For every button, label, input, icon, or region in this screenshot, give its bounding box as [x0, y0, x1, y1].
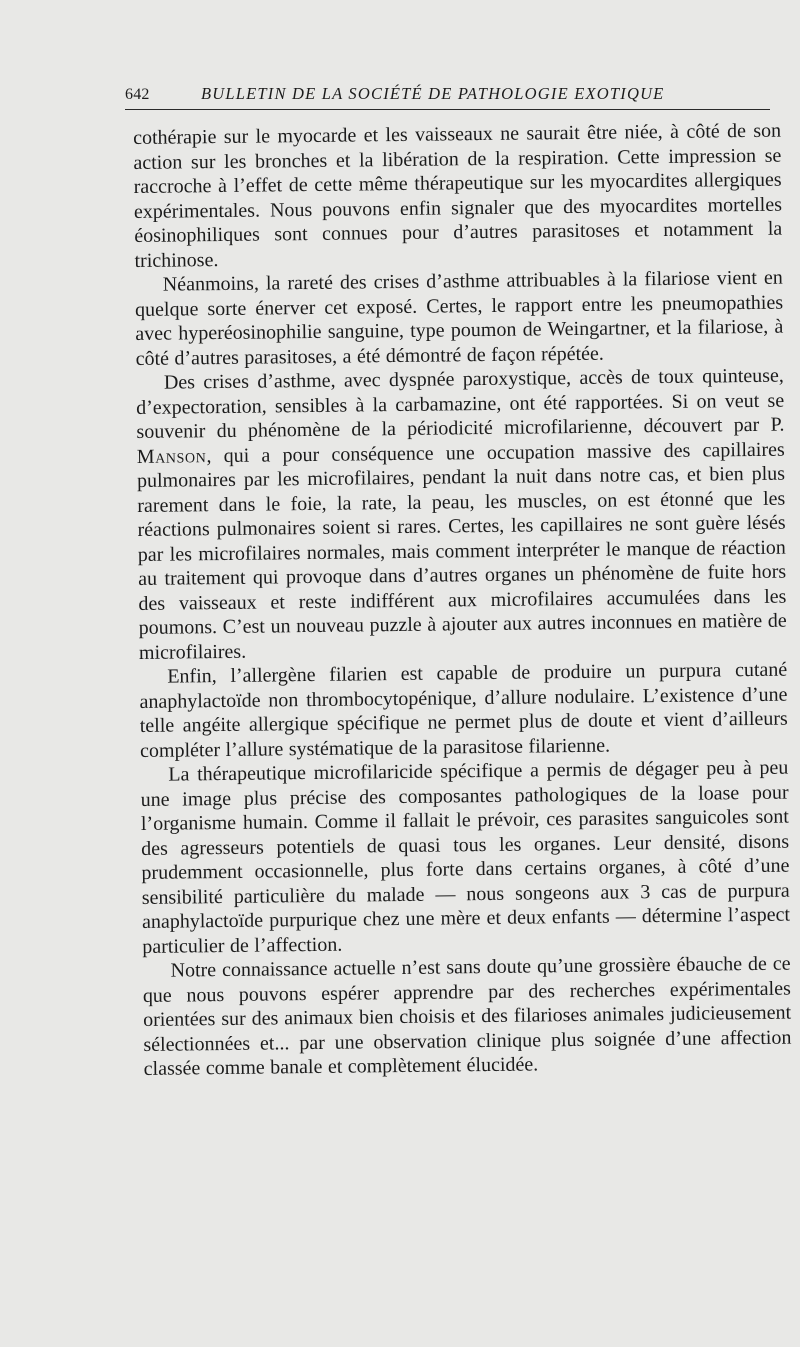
- page-number: 642: [125, 86, 150, 103]
- paragraph-5: La thérapeutique microfilaricide spécifique a permis de dégager peu à peu une image plus précise des composantes pathologiques de la loase pour l’organisme humain. Comme il fallait le prévoir, ces parasites sanguicoles sont des agresseurs potentiels de quasi tous les organes. Leur densité, disons prudemment occasionnelle, plus forte dans certains organes, à côté d’une sensibilité particulière du malade — nous songeons aux 3 cas de purpura anaphylactoïde purpurique chez une mère et deux enfants — détermine l’aspect particulier de l’affection.: [140, 756, 791, 958]
- paragraph-3: [136, 364, 787, 665]
- header-rule: [125, 109, 770, 110]
- paragraph-6: Notre connaissance actuelle n’est sans doute qu’une grossière ébauche de ce que nous pouvons espérer apprendre par des recherches expérimentales orientées sur des animaux bien choisis et des filarioses animales judicieusement sélectionnées et... par une observation clinique plus soignée d’une affection classée comme banale et complètement élucidée.: [142, 952, 792, 1080]
- paragraph-4: Enfin, l’allergène filarien est capable de produire un purpura cutané anaphylactoïde non thrombocytopénique, d’allure nodulaire. L’existence d’une telle angéite allergique spécifique ne permet plus de doute et vient d’ailleurs compléter l’allure systématique de la parasitose filarienne.: [139, 658, 788, 762]
- paragraph-3-text-b: , qui a pour conséquence une occupation massive des capillaires pulmonaires par les microfilaires, pendant la nuit dans notre cas, et bien plus rarement dans le foie, la rate, la peau, les muscles, on est étonné que les réactions pulmonaires soient si rares. Certes, les capillaires ne sont guère lésés par les microfilaires normales, mais comment interpréter le manque de réaction au traitement qui provoque dans d’autres organes un phénomène de fuite hors des vaisseaux et reste indifférent aux microfilaires accumulées dans les poumons. C’est un nouveau puzzle à ajouter aux autres inconnues en matière de microfilaires.: [136, 438, 787, 664]
- paragraph-3-text-a: Des crises d’asthme, avec dyspnée paroxystique, accès de toux quinteuse, d’expectoration, sensibles à la carbamazine, ont été rapportées. Si on veut se souvenir du phénomène de la périodicité microfilarienne, découvert par P.: [136, 364, 785, 443]
- paragraph-2: Néanmoins, la rareté des crises d’asthme attribuables à la filariose vient en quelque sorte énerver cet exposé. Certes, le rapport entre les pneumopathies avec hyperéosinophilie sanguine, type poumon de Weingartner, et la filariose, à côté d’autres parasitoses, a été démontré de façon répétée.: [134, 266, 784, 370]
- running-title: BULLETIN DE LA SOCIÉTÉ DE PATHOLOGIE EXOTIQUE: [201, 84, 665, 103]
- paragraph-1: cothérapie sur le myocarde et les vaisseaux ne saurait être niée, à côté de son action sur les bronches et la libération de la respiration. Cette impression se raccroche à l’effet de cette même thérapeutique sur les myocardites allergiques expérimentales. Nous pouvons enfin signaler que des myocardites mortelles éosinophiliques sont connues pour d’autres parasitoses et notamment la trichinose.: [133, 119, 783, 272]
- author-name-manson: Manson: [136, 444, 207, 468]
- running-header: [125, 80, 770, 108]
- body-text: [133, 119, 793, 1226]
